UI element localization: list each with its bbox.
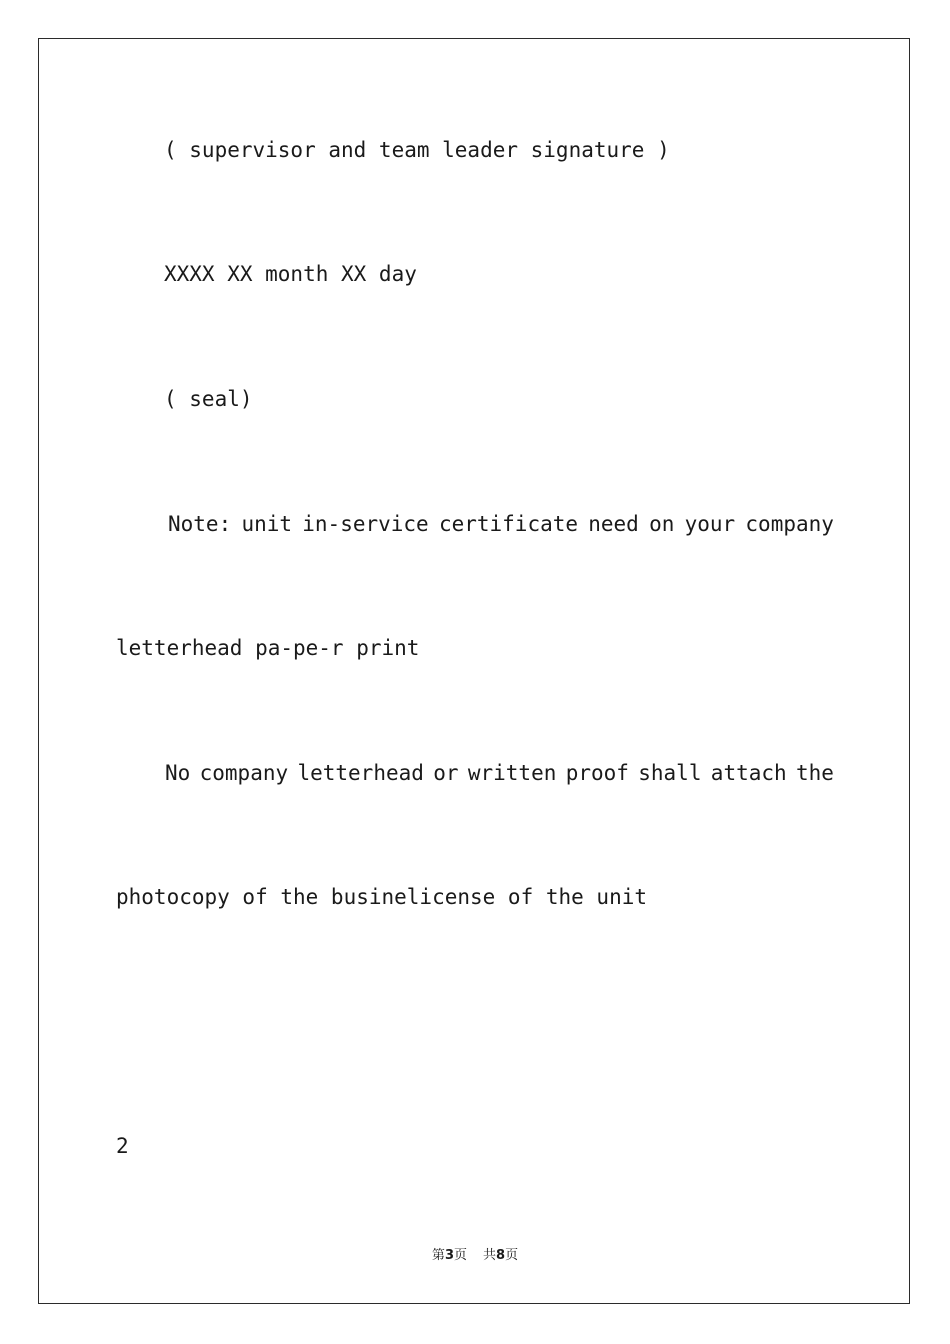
note-line-1 <box>168 511 834 537</box>
proof-word: shall <box>638 761 702 785</box>
date-line: XXXX XX month XX day <box>164 262 417 286</box>
proof-word: company <box>199 761 289 785</box>
note-word: in-service <box>302 512 429 536</box>
note-word: Note: <box>168 512 232 536</box>
footer-page-suffix: 页 <box>453 1248 467 1263</box>
footer-current-page: 3 <box>444 1248 454 1263</box>
note-word: certificate <box>438 512 579 536</box>
note-word: need <box>588 512 639 536</box>
seal-line: ( seal) <box>164 387 253 411</box>
footer-total-prefix: 共 <box>483 1248 497 1263</box>
footer-total-suffix: 页 <box>505 1248 519 1263</box>
proof-line-2: photocopy of the businelicense of the unit <box>116 885 648 909</box>
note-word: company <box>745 512 834 536</box>
note-word: unit <box>241 512 293 536</box>
proof-word: the <box>795 761 834 785</box>
proof-line-1 <box>165 760 834 786</box>
note-word: your <box>684 512 736 536</box>
section-number: 2 <box>116 1134 129 1158</box>
page-border <box>38 38 910 1304</box>
proof-word: or <box>433 761 459 785</box>
proof-word: attach <box>710 761 787 785</box>
proof-word: No <box>165 761 191 785</box>
footer-total-pages: 8 <box>496 1248 506 1263</box>
signature-note: ( supervisor and team leader signature ) <box>164 138 670 162</box>
page-footer <box>0 1247 950 1265</box>
footer-page-prefix: 第 <box>431 1248 445 1263</box>
proof-word: written <box>467 761 557 785</box>
note-word: on <box>649 512 675 536</box>
proof-word: letterhead <box>297 761 424 785</box>
proof-word: proof <box>565 761 629 785</box>
note-line-2: letterhead pa-pe-r print <box>116 636 420 660</box>
